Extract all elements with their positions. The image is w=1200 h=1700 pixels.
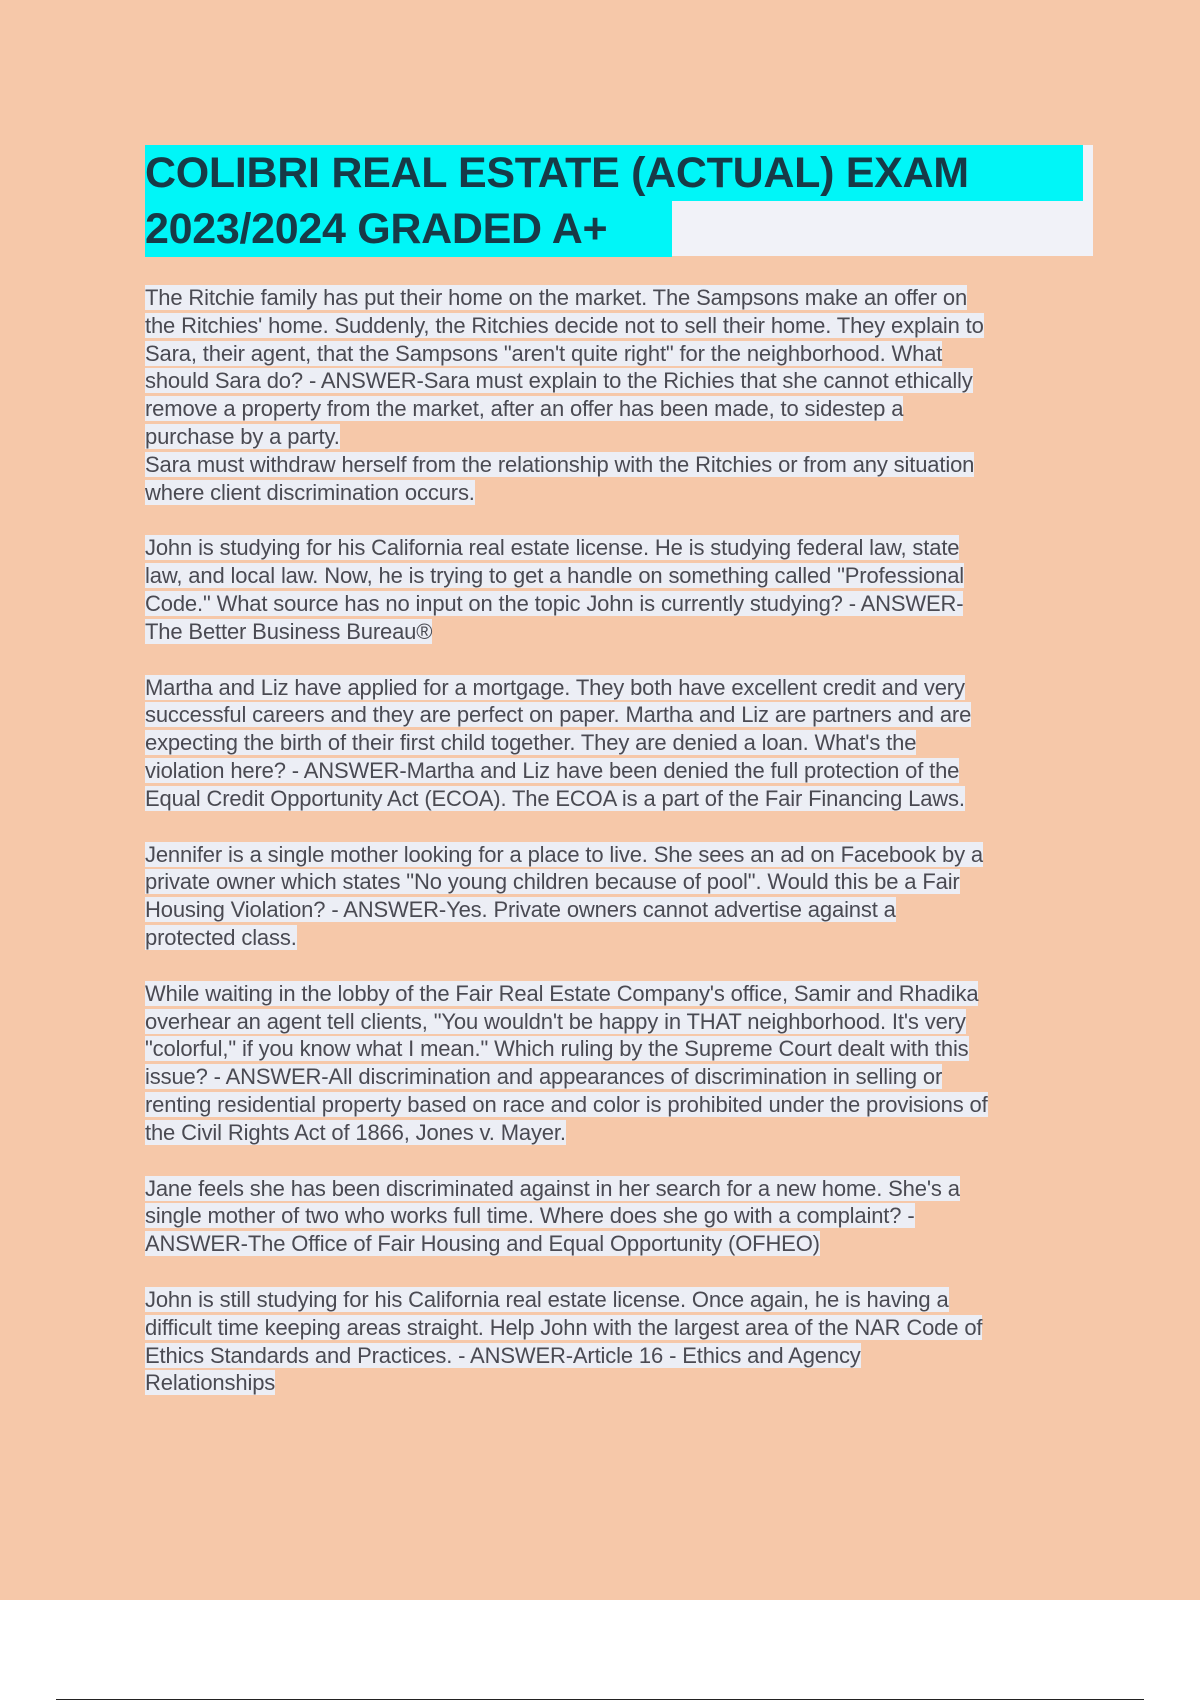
paragraph-line [145, 284, 1095, 312]
paragraph-line [145, 757, 1095, 785]
paragraph-line [145, 340, 1095, 368]
title-line-1: COLIBRI REAL ESTATE (ACTUAL) EXAM [145, 145, 1083, 201]
paragraph-line-text: the Ritchies' home. Suddenly, the Ritchies decide not to sell their home. They explain to [145, 312, 984, 338]
paragraph-line-text: The Ritchie family has put their home on the market. The Sampsons make an offer on [145, 285, 968, 310]
paragraph-line [145, 868, 1095, 896]
paragraph-line-text: should Sara do? - ANSWER-Sara must explain to the Richies that she cannot ethically [145, 368, 973, 394]
paragraph-line-text: Housing Violation? - ANSWER-Yes. Private owners cannot advertise against a [145, 897, 896, 923]
paragraph-line-text: expecting the birth of their first child together. They are denied a loan. What's the [145, 730, 917, 756]
paragraph-line [145, 534, 1095, 562]
paragraph-line-text: Sara must withdraw herself from the relationship with the Ritchies or from any situation [145, 451, 975, 477]
paragraph-line-text: protected class. [145, 924, 297, 950]
paragraph-line [145, 395, 1095, 423]
paragraph-line [145, 423, 1095, 451]
paragraph-line-text: law, and local law. Now, he is trying to get a handle on something called "Professional [145, 563, 965, 589]
paragraph-line [145, 785, 1095, 813]
paragraph-line [145, 1091, 1095, 1119]
paragraph-line-text: "colorful," if you know what I mean." Which ruling by the Supreme Court dealt with this [145, 1036, 969, 1062]
paragraph-line-text: successful careers and they are perfect on paper. Martha and Liz are partners and are [145, 702, 972, 728]
paragraph-line-text: The Better Business Bureau® [145, 618, 433, 644]
paragraph-line-text: where client discrimination occurs. [145, 479, 475, 505]
paragraph-line [145, 1342, 1095, 1370]
paragraph-line [145, 980, 1095, 1008]
paragraph-line [145, 924, 1095, 952]
paragraph-line [145, 841, 1095, 869]
paragraph-line [145, 1119, 1095, 1147]
paragraph-line-text: issue? - ANSWER-All discrimination and appearances of discrimination in selling or [145, 1064, 943, 1090]
paragraph-line-text: Code." What source has no input on the topic John is currently studying? - ANSWER- [145, 590, 964, 616]
paragraph-line [145, 1008, 1095, 1036]
paragraph-line-text: While waiting in the lobby of the Fair Real Estate Company's office, Samir and Rhadika [145, 980, 979, 1006]
question-answer-paragraph [145, 1175, 1095, 1258]
paragraph-line-text: the Civil Rights Act of 1866, Jones v. Mayer. [145, 1119, 566, 1145]
paragraph-line [145, 1369, 1095, 1397]
paragraph-line [145, 1314, 1095, 1342]
paragraph-line-text: Ethics Standards and Practices. - ANSWER-Article 16 - Ethics and Agency [145, 1342, 861, 1368]
paragraph-line [145, 701, 1095, 729]
paragraph-line-text: Sara, their agent, that the Sampsons "aren't quite right" for the neighborhood. What [145, 340, 943, 366]
paragraph-line-text: renting residential property based on race and color is prohibited under the provisions of [145, 1091, 988, 1117]
paragraph-line-text: remove a property from the market, after an offer has been made, to sidestep a [145, 396, 904, 422]
paragraph-line-text: ANSWER-The Office of Fair Housing and Equal Opportunity (OFHEO) [145, 1231, 820, 1257]
paragraph-line [145, 1202, 1095, 1230]
paragraph-line-text: violation here? - ANSWER-Martha and Liz have been denied the full protection of the [145, 757, 960, 783]
paragraph-line [145, 618, 1095, 646]
question-list [145, 284, 1095, 1425]
question-answer-paragraph [145, 674, 1095, 813]
paragraph-line [145, 674, 1095, 702]
paragraph-line-text: John is still studying for his California real estate license. Once again, he is having a [145, 1286, 949, 1312]
paragraph-line [145, 562, 1095, 590]
paragraph-line [145, 1230, 1095, 1258]
question-answer-paragraph [145, 841, 1095, 952]
paragraph-line-text: Martha and Liz have applied for a mortgage. They both have excellent credit and very [145, 674, 965, 700]
question-answer-paragraph [145, 1286, 1095, 1397]
paragraph-line [145, 479, 1095, 507]
paragraph-line-text: Relationships [145, 1370, 276, 1396]
paragraph-line-text: purchase by a party. [145, 423, 340, 449]
question-answer-paragraph [145, 284, 1095, 506]
paragraph-line [145, 1286, 1095, 1314]
paragraph-line-text: private owner which states "No young children because of pool". Would this be a Fair [145, 869, 960, 895]
paragraph-line [145, 367, 1095, 395]
title-line-2: 2023/2024 GRADED A+ [145, 201, 672, 257]
paragraph-line-text: Jennifer is a single mother looking for a place to live. She sees an ad on Facebook by a [145, 841, 983, 867]
paragraph-line [145, 1035, 1095, 1063]
paragraph-line [145, 729, 1095, 757]
question-answer-paragraph [145, 534, 1095, 645]
paragraph-line [145, 590, 1095, 618]
paragraph-line-text: Equal Credit Opportunity Act (ECOA). The ECOA is a part of the Fair Financing Laws. [145, 785, 965, 811]
paragraph-line-text: single mother of two who works full time. Where does she go with a complaint? - [145, 1203, 915, 1229]
paragraph-line [145, 451, 1095, 479]
paragraph-line [145, 312, 1095, 340]
paragraph-line [145, 1063, 1095, 1091]
paragraph-line-text: overhear an agent tell clients, "You wouldn't be happy in THAT neighborhood. It's very [145, 1008, 966, 1034]
document-title [145, 145, 1093, 256]
paragraph-line-text: difficult time keeping areas straight. Help John with the largest area of the NAR Code of [145, 1314, 983, 1340]
paragraph-line-text: John is studying for his California real estate license. He is studying federal law, state [145, 535, 960, 561]
paragraph-line [145, 896, 1095, 924]
paragraph-line [145, 1175, 1095, 1203]
paragraph-line-text: Jane feels she has been discriminated against in her search for a new home. She's a [145, 1175, 960, 1201]
question-answer-paragraph [145, 980, 1095, 1147]
